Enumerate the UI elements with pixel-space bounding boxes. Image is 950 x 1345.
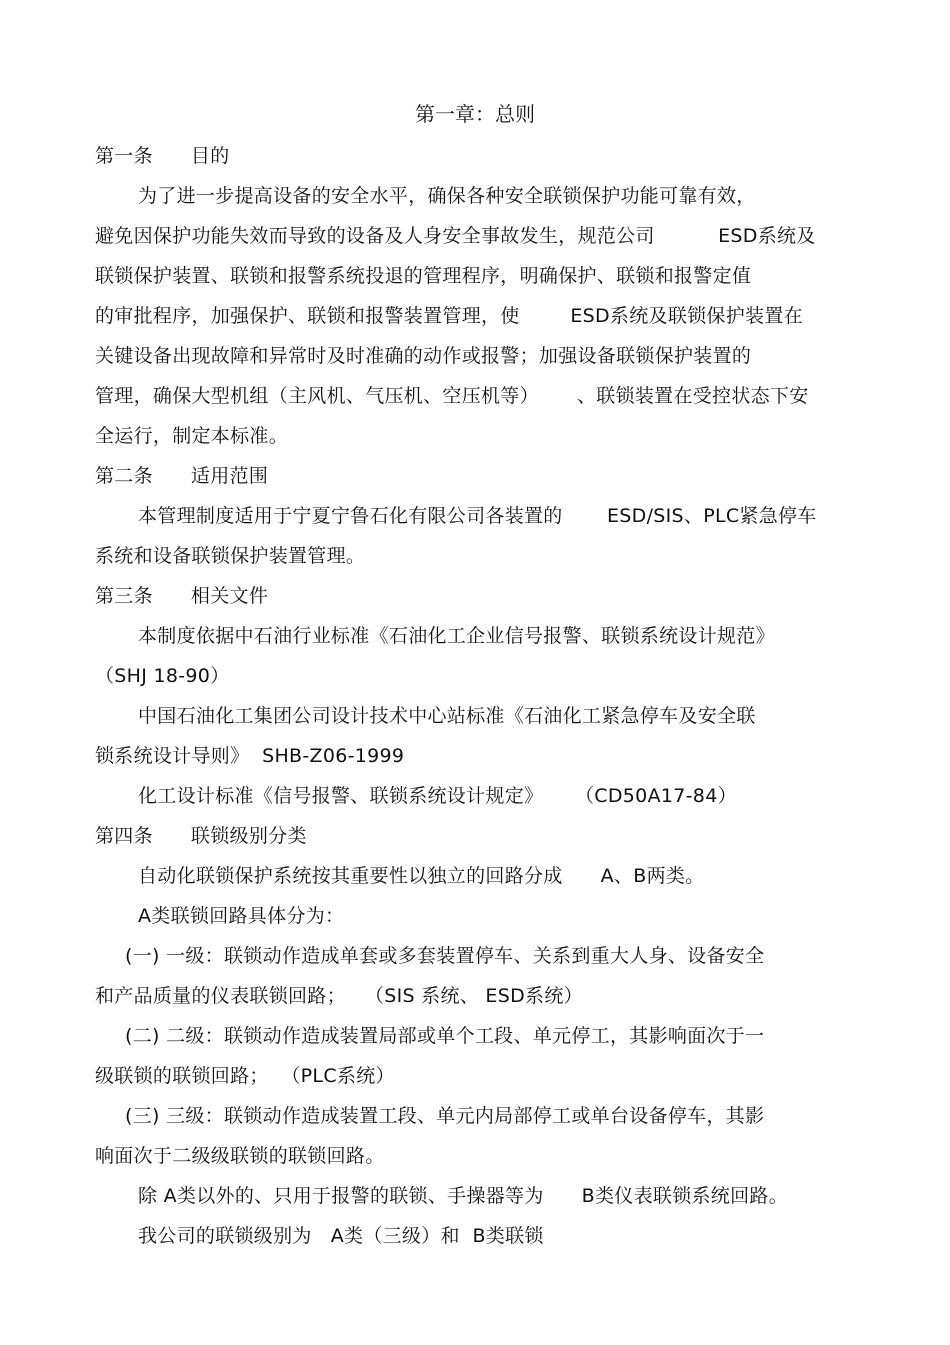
paragraph-line: 本制度依据中石油行业标准《石油化工企业信号报警、联锁系统设计规范》 xyxy=(138,625,775,647)
paragraph-line: 响面次于二级级联锁的联锁回路。 xyxy=(95,1145,385,1167)
paragraph-line: 我公司的联锁级别为 A类（三级）和 B类联锁 xyxy=(138,1225,544,1247)
paragraph-line: 关键设备出现故障和异常时及时准确的动作或报警；加强设备联锁保护装置的 xyxy=(95,345,752,367)
paragraph-line: （SHJ 18-90） xyxy=(95,665,230,687)
paragraph-line: 锁系统设计导则》 SHB-Z06-1999 xyxy=(95,745,405,767)
paragraph-line: 化工设计标准《信号报警、联锁系统设计规定》 （CD50A17-84） xyxy=(138,785,737,807)
article-3-heading: 第三条 相关文件 xyxy=(95,585,269,607)
paragraph-line: 级联锁的联锁回路； （PLC系统） xyxy=(95,1065,395,1087)
list-item-level-1: (一) 一级：联锁动作造成单套或多套装置停车、关系到重大人身、设备安全 xyxy=(125,945,765,967)
paragraph-line: 避免因保护功能失效而导致的设备及人身安全事故发生，规范公司 ESD系统及 xyxy=(95,225,816,247)
paragraph-line: 管理，确保大型机组（主风机、气压机、空压机等） 、联锁装置在受控状态下安 xyxy=(95,385,809,407)
paragraph-line: 和产品质量的仪表联锁回路； （SIS 系统、 ESD系统） xyxy=(95,985,583,1007)
list-item-level-2: (二) 二级：联锁动作造成装置局部或单个工段、单元停工，其影响面次于一 xyxy=(125,1025,765,1047)
paragraph-line: 全运行，制定本标准。 xyxy=(95,425,289,447)
chapter-title: 第一章：总则 xyxy=(415,102,535,126)
paragraph-line: 除 A类以外的、只用于报警的联锁、手操器等为 B类仪表联锁系统回路。 xyxy=(138,1185,789,1207)
paragraph-line: 为了进一步提高设备的安全水平，确保各种安全联锁保护功能可靠有效， xyxy=(138,185,756,207)
article-2-heading: 第二条 适用范围 xyxy=(95,465,269,487)
list-item-level-3: (三) 三级：联锁动作造成装置工段、单元内局部停工或单台设备停车，其影 xyxy=(125,1105,765,1127)
paragraph-line: 自动化联锁保护系统按其重要性以独立的回路分成 A、B两类。 xyxy=(138,865,705,887)
article-1-heading: 第一条 目的 xyxy=(95,145,230,167)
paragraph-line: 中国石油化工集团公司设计技术中心站标准《石油化工紧急停车及安全联 xyxy=(138,705,756,727)
paragraph-line: 系统和设备联锁保护装置管理。 xyxy=(95,545,366,567)
article-4-heading: 第四条 联锁级别分类 xyxy=(95,825,307,847)
paragraph-line: 联锁保护装置、联锁和报警系统投退的管理程序，明确保护、联锁和报警定值 xyxy=(95,265,752,287)
paragraph-line: 本管理制度适用于宁夏宁鲁石化有限公司各装置的 ESD/SIS、PLC紧急停车 xyxy=(138,505,817,527)
paragraph-line: 的审批程序，加强保护、联锁和报警装置管理，使 ESD系统及联锁保护装置在 xyxy=(95,305,803,327)
paragraph-line: A类联锁回路具体分为： xyxy=(138,905,345,927)
